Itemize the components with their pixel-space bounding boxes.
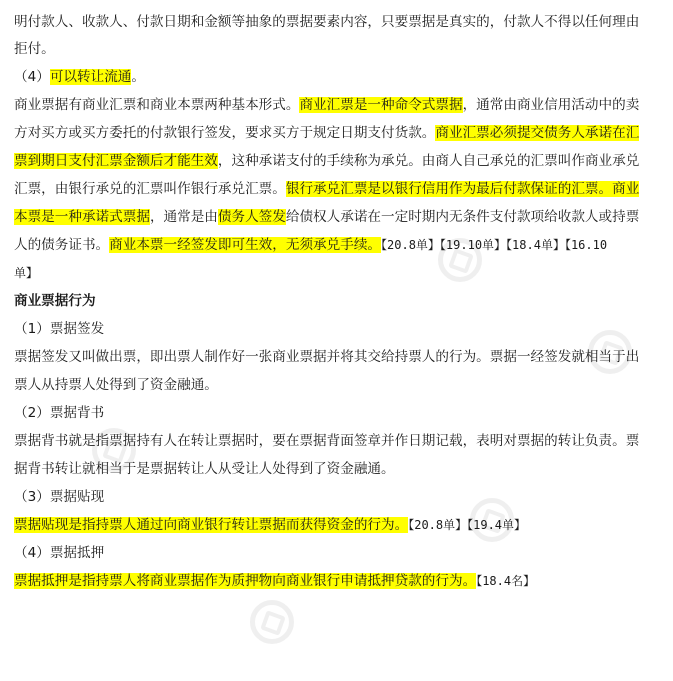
text-span: 明付款人、收款人、付款日期和金额等抽象的票据要素内容，只要票据是真实的，付款人不得以任何理由: [14, 14, 640, 30]
exam-reference: 单】: [14, 266, 39, 280]
paragraph-line: [14, 343, 662, 371]
item-number: （4）: [14, 69, 50, 85]
logo-watermark-icon: [250, 600, 294, 644]
section-heading: [14, 287, 662, 315]
text-span: 。: [131, 69, 145, 85]
text-span: （2）票据背书: [14, 405, 105, 421]
text-span: ，通常由商业信用活动中的卖: [462, 97, 640, 113]
subsection-heading: [14, 315, 662, 343]
text-span: （3）票据贴现: [14, 489, 105, 505]
paragraph-line: [14, 91, 662, 119]
text-span: 方对买方或买方委托的付款银行签发，要求买方于规定日期支付货款。: [14, 125, 436, 141]
paragraph-line: [14, 455, 662, 483]
highlighted-text: 商业汇票是一种命令式票据: [299, 97, 463, 113]
text-span: 票据背书就是指票据持有人在转让票据时，要在票据背面签章并作日期记载，表明对票据的转让负责。票: [14, 433, 640, 449]
text-span: 据背书转让就相当于是票据转让人从受让人处得到了资金融通。: [14, 461, 395, 477]
highlighted-text: 商业本票一经签发即可生效，无须承兑手续。: [109, 237, 382, 253]
subsection-heading: [14, 483, 662, 511]
exam-reference: 【20.8单】【19.10单】【18.4单】【16.10: [381, 238, 608, 252]
subsection-heading: [14, 399, 662, 427]
text-span: 票据签发又叫做出票，即出票人制作好一张商业票据并将其交给持票人的行为。票据一经签发就相当于出: [14, 349, 640, 365]
highlighted-text: 本票是一种承诺式票据: [14, 209, 150, 225]
text-span: 人的债务证书。: [14, 237, 110, 253]
highlighted-text: 票据抵押是指持票人将商业票据作为质押物向商业银行申请抵押贷款的行为。: [14, 573, 477, 589]
list-item-heading: [14, 63, 662, 91]
text-span: 拒付。: [14, 41, 55, 57]
highlighted-text: 票据贴现是指持票人通过向商业银行转让票据而获得资金的行为。: [14, 517, 409, 533]
exam-reference: 【18.4名】: [476, 574, 536, 588]
text-span: （4）票据抵押: [14, 545, 105, 561]
paragraph-line: [14, 147, 662, 175]
highlighted-text: 债务人签发: [217, 209, 286, 225]
paragraph-line: [14, 231, 662, 259]
text-span: （1）票据签发: [14, 321, 105, 337]
paragraph-line: [14, 567, 662, 595]
highlighted-text: 可以转让流通: [49, 69, 132, 85]
paragraph-line: [14, 36, 662, 63]
highlighted-text: 商业汇票必须提交债务人承诺在汇: [435, 125, 640, 141]
paragraph-line: [14, 175, 662, 203]
section-title: 商业票据行为: [14, 293, 96, 309]
text-span: 给债权人承诺在一定时期内无条件支付款项给收款人或持票: [285, 209, 640, 225]
text-span: 商业票据有商业汇票和商业本票两种基本形式。: [14, 97, 300, 113]
text-span: ，这种承诺支付的手续称为承兑。由商人自己承兑的汇票叫作商业承兑: [217, 153, 640, 169]
paragraph-line: [14, 371, 662, 399]
paragraph-line: [14, 119, 662, 147]
paragraph-line: [14, 9, 662, 36]
subsection-heading: [14, 539, 662, 567]
paragraph-line: [14, 511, 662, 539]
document-body: [14, 9, 662, 595]
paragraph-line: [14, 427, 662, 455]
exam-reference: 【20.8单】【19.4单】: [408, 518, 527, 532]
paragraph-line: [14, 203, 662, 231]
paragraph-line: [14, 259, 662, 287]
text-span: 票人从持票人处得到了资金融通。: [14, 377, 218, 393]
text-span: ，通常是由: [149, 209, 218, 225]
highlighted-text: 票到期日支付汇票金额后才能生效: [14, 153, 218, 169]
highlighted-text: 银行承兑汇票是以银行信用作为最后付款保证的汇票。商业: [285, 181, 640, 197]
text-span: 汇票，由银行承兑的汇票叫作银行承兑汇票。: [14, 181, 286, 197]
